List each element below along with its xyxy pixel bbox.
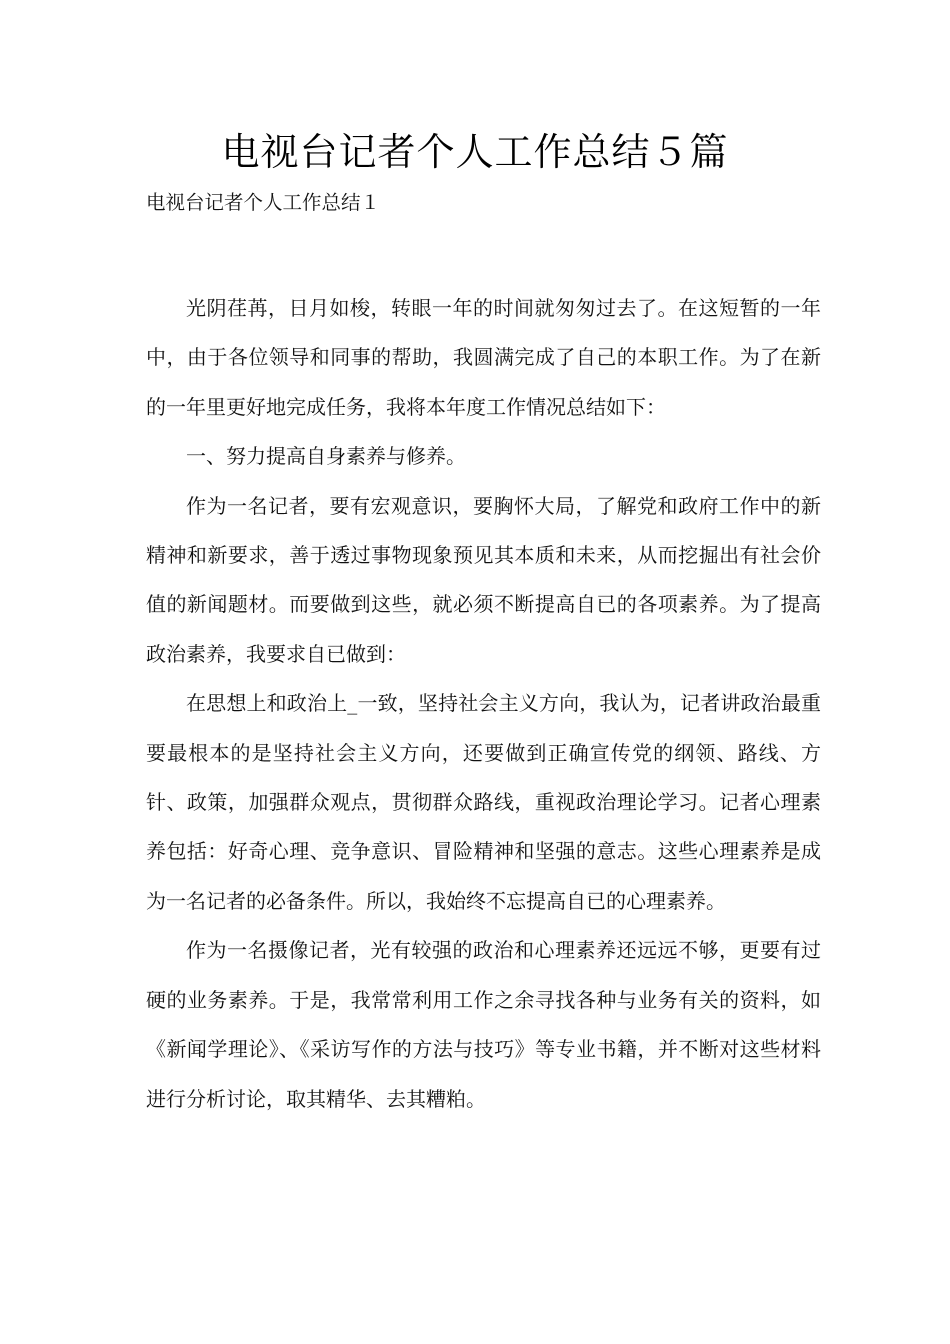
paragraph-intro: 光阴荏苒，日月如梭，转眼一年的时间就匆匆过去了。在这短暂的一年中，由于各位领导和同事的帮助，我圆满完成了自己的本职工作。为了在新的一年里更好地完成任务，我将本年度工作情况总结如下： bbox=[146, 296, 821, 419]
paragraph-body: 作为一名记者，要有宏观意识，要胸怀大局，了解党和政府工作中的新精神和新要求，善于透过事物现象预见其本质和未来，从而挖掘出有社会价值的新闻题材。而要做到这些，就必须不断提高自已的各项素养。为了提高政治素养，我要求自已做到： bbox=[146, 493, 821, 666]
document-body bbox=[146, 284, 821, 1124]
paragraph-body: 作为一名摄像记者，光有较强的政治和心理素养还远远不够，更要有过硬的业务素养。于是，我常常利用工作之余寻找各种与业务有关的资料，如《新闻学理论》、《采访写作的方法与技巧》等专业书籍，并不断对这些材料进行分析讨论，取其精华、去其糟粕。 bbox=[146, 938, 821, 1111]
paragraph-heading-1: 一、努力提高自身素养与修养。 bbox=[186, 444, 466, 469]
document-subtitle: 电视台记者个人工作总结１ bbox=[146, 191, 381, 214]
paragraph-body: 在思想上和政治上_一致，坚持社会主义方向，我认为，记者讲政治最重要最根本的是坚持社会主义方向，还要做到正确宣传党的纲领、路线、方针、政策，加强群众观点，贯彻群众路线，重视政治理论学习。记者心理素养包括：好奇心理、竞争意识、冒险精神和坚强的意志。这些心理素养是成为一名记者的必备条件。所以，我始终不忘提高自已的心理素养。 bbox=[146, 691, 821, 913]
document-title: 电视台记者个人工作总结５篇 bbox=[221, 130, 729, 174]
